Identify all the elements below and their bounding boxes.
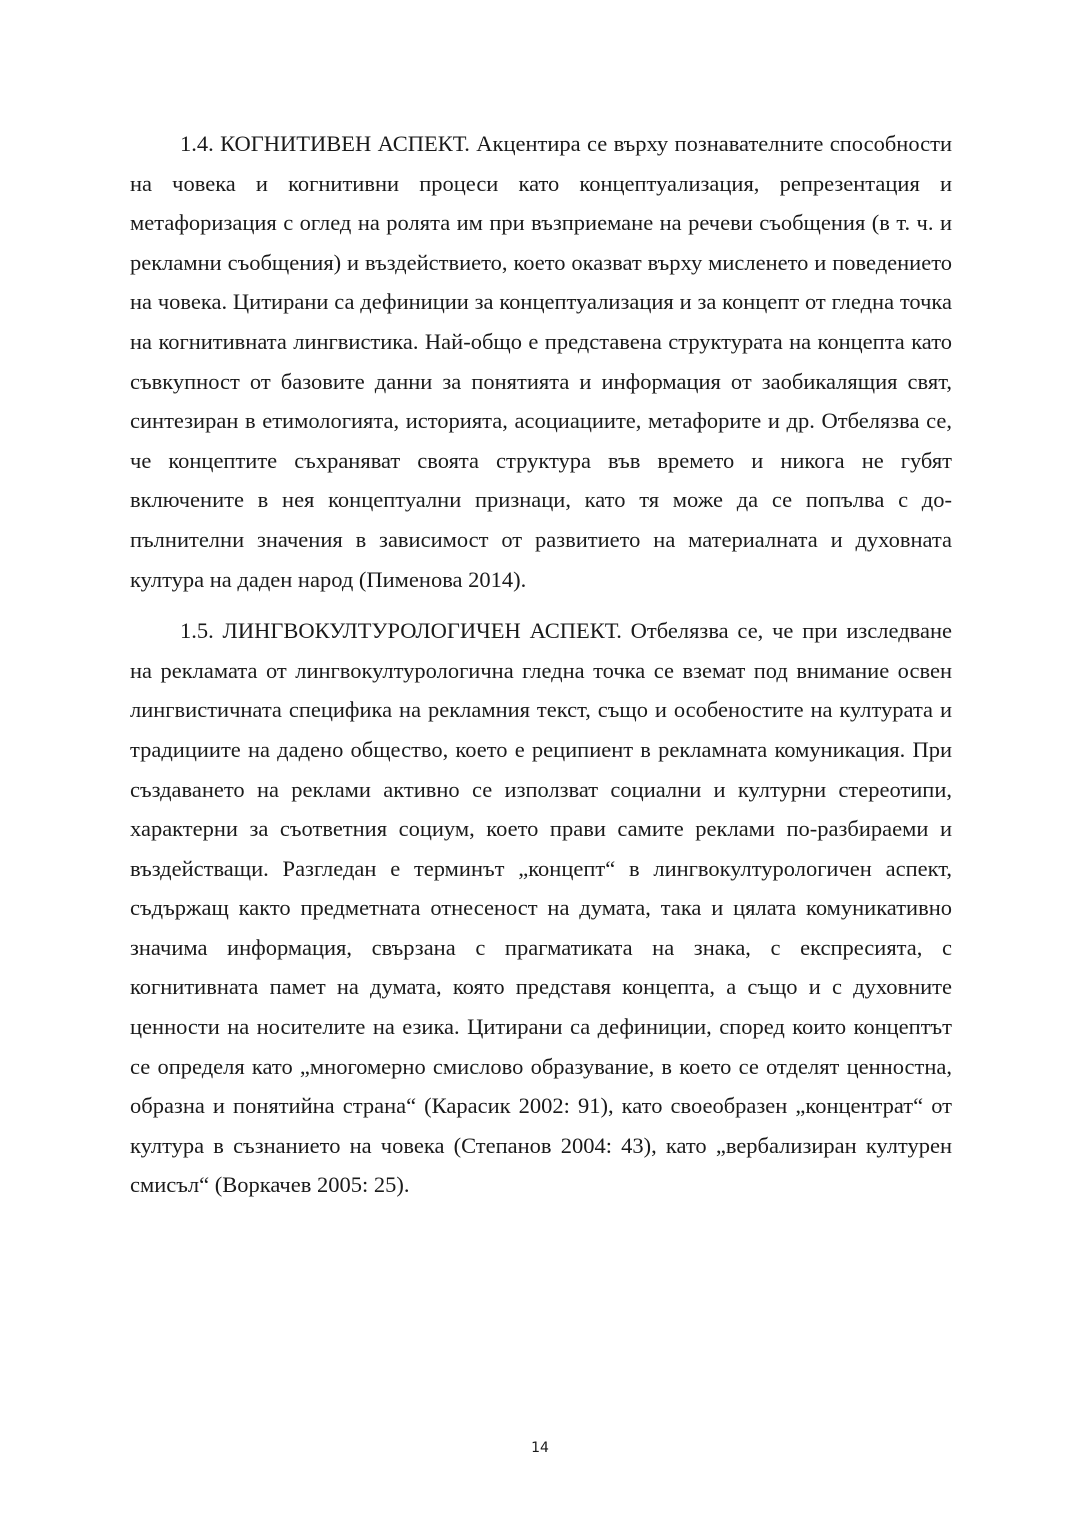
body-text [130, 124, 952, 1205]
paragraph-linguocultural-aspect: 1.5. ЛИНГВОКУЛТУРОЛОГИЧЕН АСПЕКТ. Отбелязва се, че при изследване на рекламата от лингвокултурологична гледна точка се вземат под внимание освен лингвистичната специфика на рекламния текст, също и особеностите на културата и традициите на дадено общество, което е реципиент в рекламната комуникация. При създаването на реклами активно се използват социални и културни стереотипи, характерни за съответния социум, което прави самите реклами по-разбираеми и въздействащи. Разгледан е терминът „концепт“ в лингвокултурологичен аспект, съдържащ както предметната отнесеност на думата, така и цялата комуникативно значима информация, свързана с прагматиката на знака, с експресията, с когнитивната памет на думата, която представя концепта, а също и с духовните ценности на носителите на езика. Цитирани са дефиниции, според които концептът се определя като „многомерно смислово образувание, в което се отделят ценностна, образна и понятийна страна“ (Карасик 2002: 91), като своеобразен „концентрат“ от култура в съзнанието на човека (Степанов 2004: 43), като „вербализиран културен смисъл“ (Воркачев 2005: 25). [130, 618, 952, 1198]
paragraph-cognitive-aspect: 1.4. КОГНИТИВЕН АСПЕКТ. Акцентира се върху познавателните способности на човека и когнитивни процеси като концептуализация, репрезентация и метафоризация с оглед на ролята им при възприемане на речеви съобщения (в т. ч. и рекламни съобщения) и въздействието, което оказват върху мисленето и поведението на човека. Цитирани са дефиниции за концептуализация и за концепт от гледна точка на когнитивната лингвистика. Най-общо е представена структурата на концепта като съвкупност от базовите данни за понятията и информация от заобикалящия свят, синтезиран в етимологията, историята, асоциациите, метафорите и др. Отбелязва се, че концептите съхраняват своята структура във времето и никога не губят включените в нея концептуални признаци, като тя може да се попълва с допълнителни значения в зависимост от развитието на материалната и духовната култура на даден народ (Пименова 2014). [130, 131, 952, 592]
page-number: 14 [531, 1440, 549, 1456]
